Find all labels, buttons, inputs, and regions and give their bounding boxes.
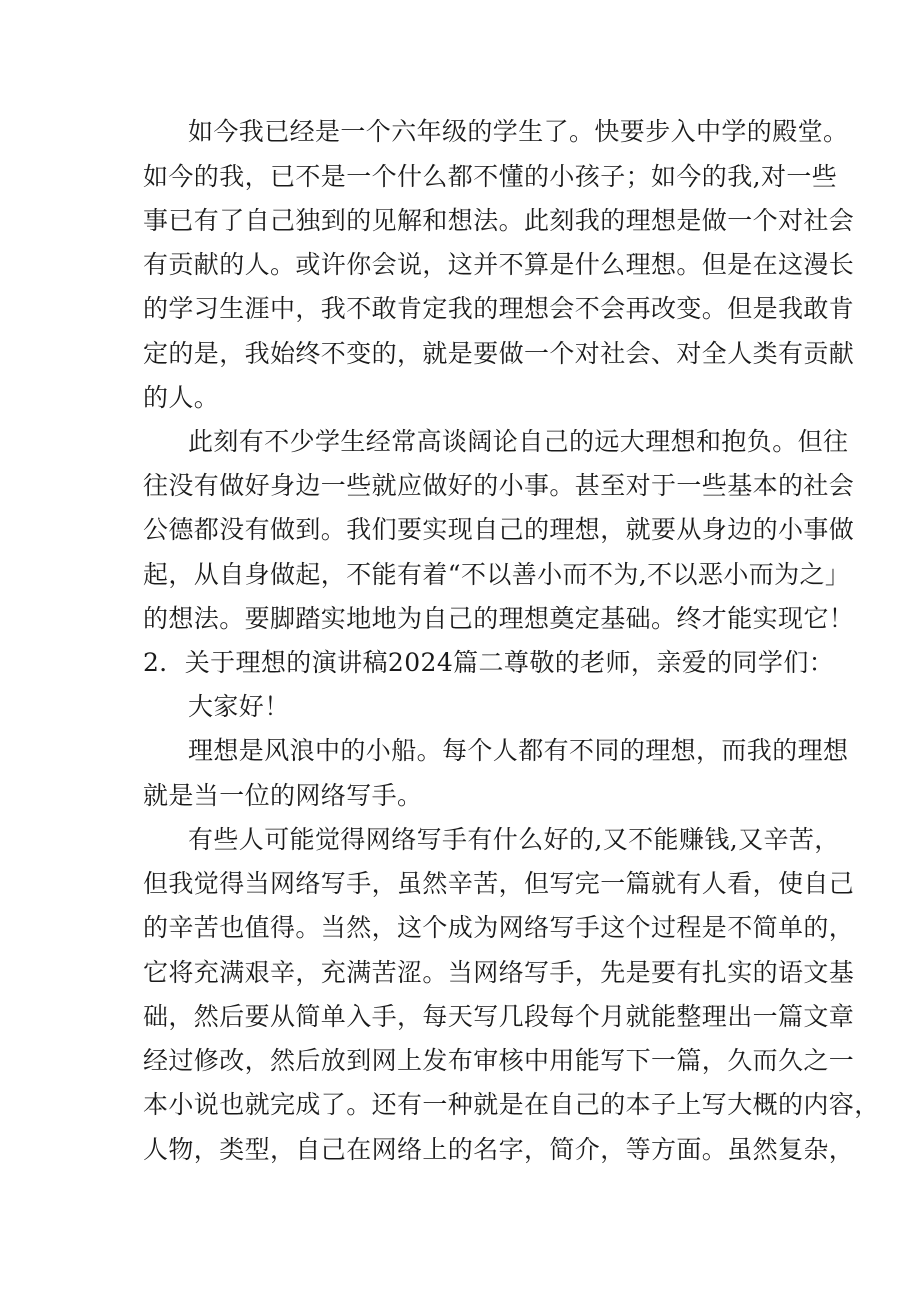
text-line: 的想法。要脚踏实地地为自己的理想奠定基础。终才能实现它！ [143, 604, 855, 633]
text-line: 往没有做好身边一些就应做好的小事。甚至对于一些基本的社会 [143, 471, 855, 500]
text-line: 经过修改，然后放到网上发布审核中用能写下一篇，久而久之一 [143, 1046, 855, 1075]
text-line: 理想是风浪中的小船。每个人都有不同的理想，而我的理想 [188, 736, 849, 765]
text-line: 此刻有不少学生经常高谈阔论自己的远大理想和抱负。但往 [188, 427, 849, 456]
text-line: 起，从自身做起，不能有着“不以善小而不为,不以恶小而为之」 [143, 560, 851, 589]
text-line: 事已有了自己独到的见解和想法。此刻我的理想是做一个对社会 [143, 206, 855, 235]
text-line: 大家好！ [188, 692, 290, 721]
text-line: 的学习生涯中，我不敢肯定我的理想会不会再改变。但是我敢肯 [143, 294, 855, 323]
text-line: 有些人可能觉得网络写手有什么好的,又不能赚钱,又辛苦， [188, 825, 840, 854]
text-line: 人物，类型，自己在网络上的名字，简介，等方面。虽然复杂， [143, 1135, 855, 1164]
text-line: 但我觉得当网络写手，虽然辛苦，但写完一篇就有人看，使自己 [143, 869, 855, 898]
text-line: 有贡献的人。或许你会说，这并不算是什么理想。但是在这漫长 [143, 250, 855, 279]
text-line: 它将充满艰辛，充满苦涩。当网络写手，先是要有扎实的语文基 [143, 958, 855, 987]
section-heading: 2．关于理想的演讲稿2024篇二尊敬的老师，亲爱的同学们： [143, 648, 835, 677]
text-line: 如今我已经是一个六年级的学生了。快要步入中学的殿堂。 [188, 117, 849, 146]
text-line: 定的是，我始终不变的，就是要做一个对社会、对全人类有贡献 [143, 339, 855, 368]
text-line: 公德都没有做到。我们要实现自己的理想，就要从身边的小事做 [143, 515, 855, 544]
text-line: 础，然后要从简单入手，每天写几段每个月就能整理出一篇文章 [143, 1002, 855, 1031]
text-line: 就是当一位的网络写手。 [143, 781, 423, 810]
text-line: 如今的我，已不是一个什么都不懂的小孩子；如今的我,对一些 [143, 162, 838, 191]
text-line: 的辛苦也值得。当然，这个成为网络写手这个过程是不简单的， [143, 913, 855, 942]
text-line: 本小说也就完成了。还有一种就是在自己的本子上写大概的内容， [143, 1090, 880, 1119]
text-line: 的人。 [143, 383, 220, 412]
